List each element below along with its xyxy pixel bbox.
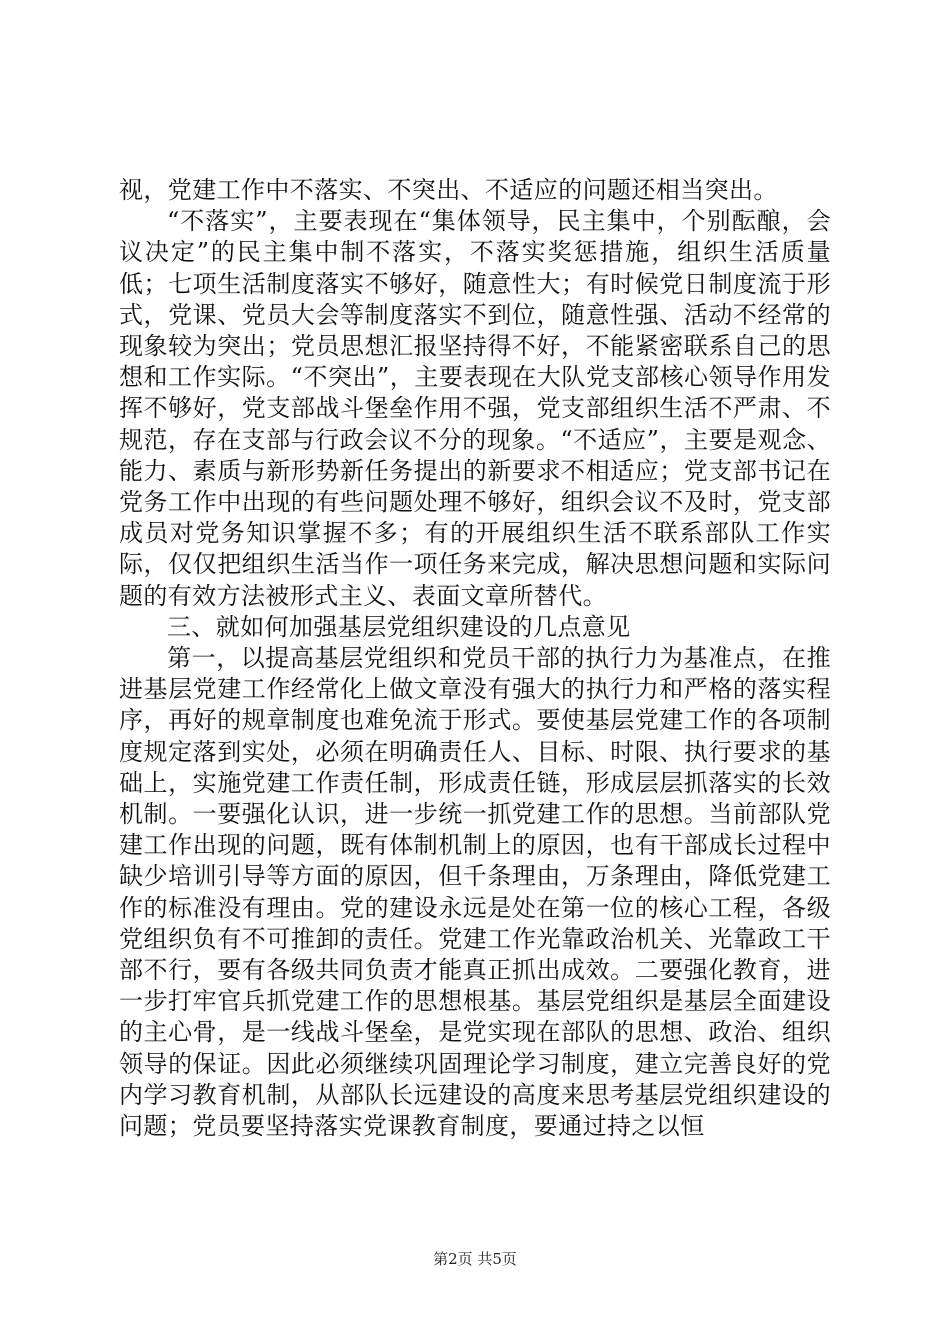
page-number-footer: 第2页 共5页 (433, 1250, 517, 1268)
paragraph-problems: “不落实”，主要表现在“集体领导，民主集中，个别酝酿，会议决定”的民主集中制不落实，不落实奖惩措施，组织生活质量低；七项生活制度落实不够好，随意性大；有时候党日制度流于形式，党课、党员大会等制度落实不到位，随意性强、活动不经常的现象较为突出；党员思想汇报坚持得不好，不能紧密联系自己的思想和工作实际。“不突出”，主要表现在大队党支部核心领导作用发挥不够好，党支部战斗堡垒作用不强，党支部组织生活不严肃、不规范，存在支部与行政会议不分的现象。“不适应”，主要是观念、能力、素质与新形势新任务提出的新要求不相适应；党支部书记在党务工作中出现的有些问题处理不够好，组织会议不及时，党支部成员对党务知识掌握不多；有的开展组织生活不联系部队工作实际，仅仅把组织生活当作一项任务来完成，解决思想问题和实际问题的有效方法被形式主义、表面文章所替代。 (119, 207, 831, 610)
document-body (119, 175, 831, 1142)
paragraph-continuation: 视，党建工作中不落实、不突出、不适应的问题还相当突出。 (119, 176, 778, 204)
section-heading: 三、就如何加强基层党组织建设的几点意见 (167, 612, 631, 641)
paragraph-first-point: 第一，以提高基层党组织和党员干部的执行力为基准点，在推进基层党建工作经常化上做文章没有强大的执行力和严格的落实程序，再好的规章制度也难免流于形式。要使基层党建工作的各项制度规定落到实处，必须在明确责任人、目标、时限、执行要求的基础上，实施党建工作责任制，形成责任链，形成层层抓落实的长效机制。一要强化认识，进一步统一抓党建工作的思想。当前部队党建工作出现的问题，既有体制机制上的原因，也有干部成长过程中缺少培训引导等方面的原因，但千条理由，万条理由，降低党建工作的标准没有理由。党的建设永远是处在第一位的核心工程，各级党组织负有不可推卸的责任。党建工作光靠政治机关、光靠政工干部不行，要有各级共同负责才能真正抓出成效。二要强化教育，进一步打牢官兵抓党建工作的思想根基。基层党组织是基层全面建设的主心骨，是一线战斗堡垒，是党实现在部队的思想、政治、组织领导的保证。因此必须继续巩固理论学习制度，建立完善良好的党内学习教育机制，从部队长远建设的高度来思考基层党组织建设的问题；党员要坚持落实党课教育制度，要通过持之以恒 (119, 644, 831, 1141)
